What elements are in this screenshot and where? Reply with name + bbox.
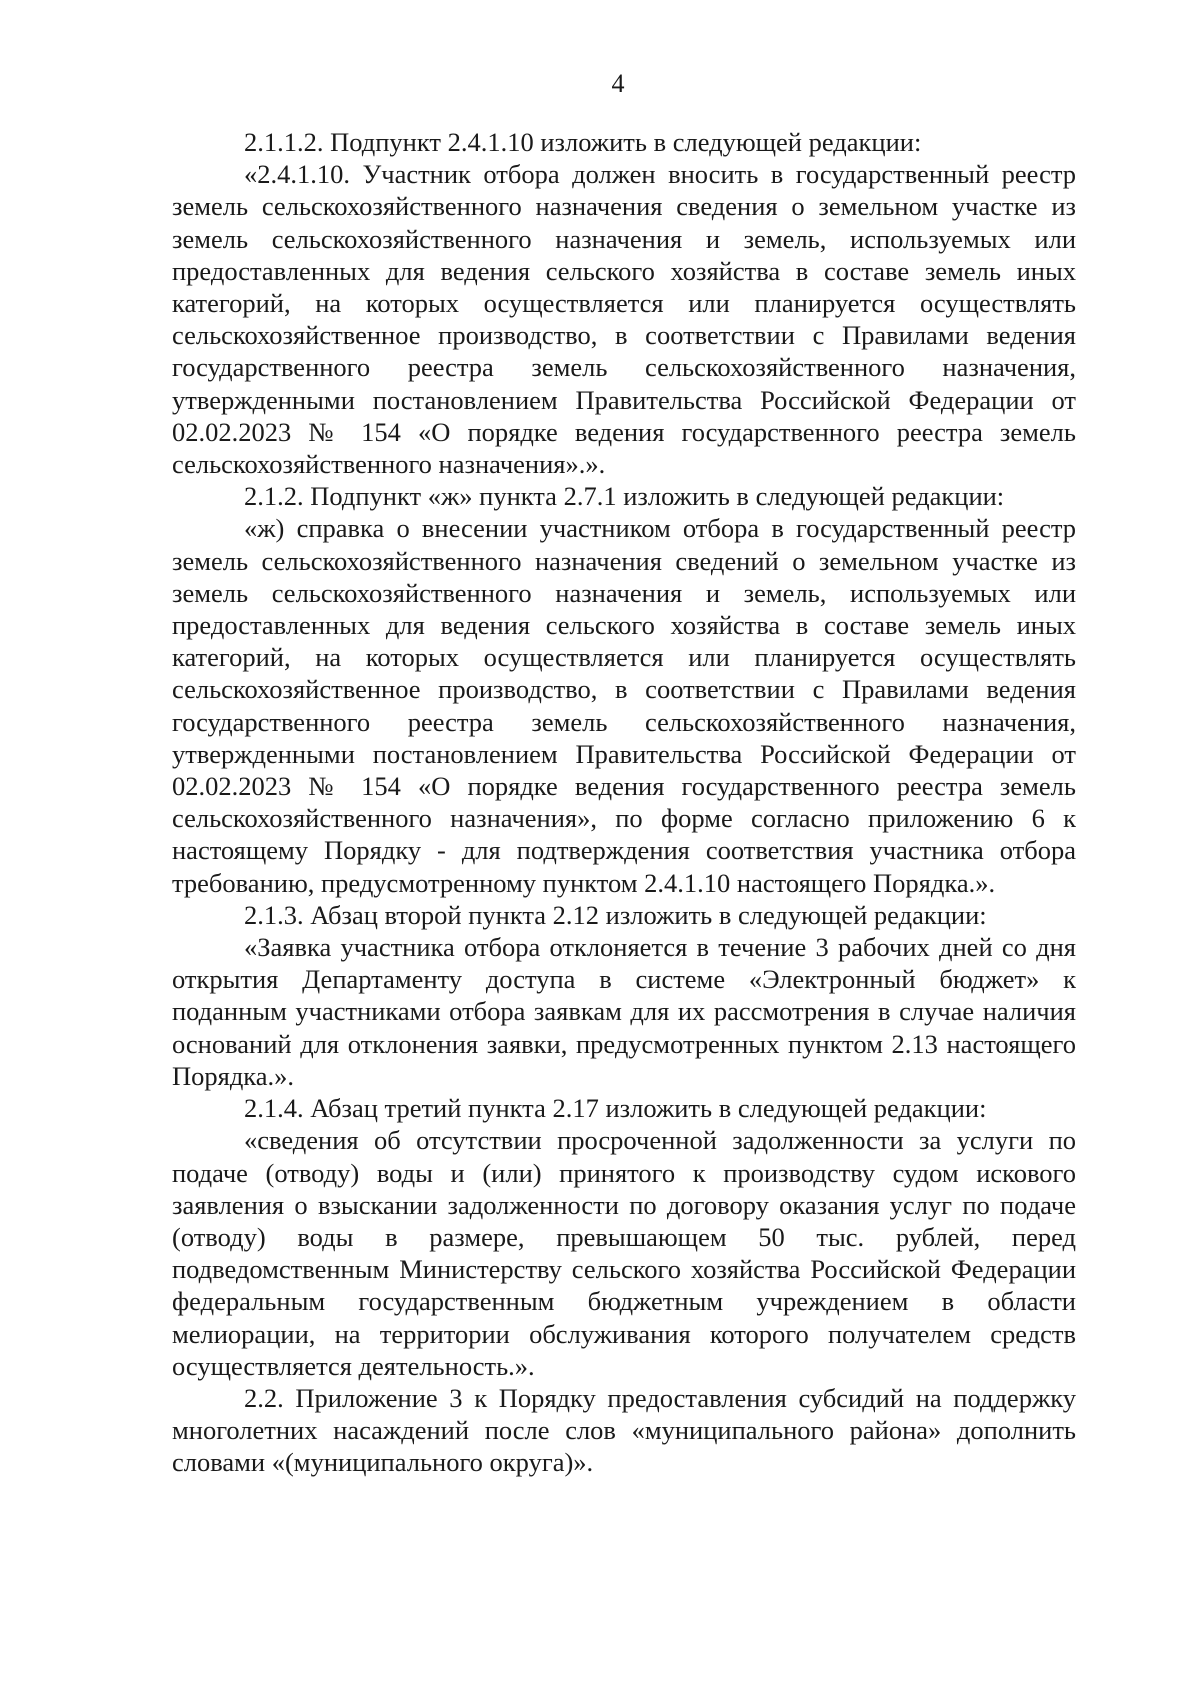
paragraph-zh-text: «ж) справка о внесении участником отбора в государственный реестр земель сельскохозяйственного назначения сведений о земельном участке из земель сельскохозяйственного назначения и земель, используемых или предоставленных для ведения сельского хозяйства в составе земель иных категорий, на которых осуществляется или планируется осуществлять сельскохозяйственное производство, в соответствии с Правилами ведения государственного реестра земель сельскохозяйственного назначения, утвержденными постановлением Правительства Российской Федерации от 02.02.2023 № 154 «О порядке ведения государственного реестра земель сельскохозяйственного назначения», по форме согласно приложению 6 к настоящему Порядку - для подтверждения соответствия участника отбора требованию, предусмотренному пунктом 2.4.1.10 настоящего Порядка.».: [172, 513, 1076, 898]
paragraph-2-4-1-10-text: «2.4.1.10. Участник отбора должен вносить в государственный реестр земель сельскохозяйственного назначения сведения о земельном участке из земель сельскохозяйственного назначения и земель, используемых или предоставленных для ведения сельского хозяйства в составе земель иных категорий, на которых осуществляется или планируется осуществлять сельскохозяйственное производство, в соответствии с Правилами ведения государственного реестра земель сельскохозяйственного назначения, утвержденными постановлением Правительства Российской Федерации от 02.02.2023 № 154 «О порядке ведения государственного реестра земель сельскохозяйственного назначения».».: [172, 159, 1076, 480]
paragraph-2-1-1-2-heading: 2.1.1.2. Подпункт 2.4.1.10 изложить в следующей редакции:: [244, 127, 922, 157]
document-body: [172, 126, 1076, 1479]
paragraph-2-2-text: 2.2. Приложение 3 к Порядку предоставления субсидий на поддержку многолетних насаждений после слов «муниципального района» дополнить словами «(муниципального округа)».: [172, 1382, 1076, 1478]
paragraph-2-1-2-heading: 2.1.2. Подпункт «ж» пункта 2.7.1 изложить в следующей редакции:: [244, 481, 1005, 512]
paragraph-2-12-text: «Заявка участника отбора отклоняется в течение 3 рабочих дней со дня открытия Департаменту доступа в системе «Электронный бюджет» к поданным участниками отбора заявкам для их рассмотрения в случае наличия оснований для отклонения заявки, предусмотренных пунктом 2.13 настоящего Порядка.».: [172, 932, 1076, 1091]
paragraph-2-17-text: «сведения об отсутствии просроченной задолженности за услуги по подаче (отводу) воды и (или) принятого к производству судом искового заявления о взыскании задолженности по договору оказания услуг по подаче (отводу) воды в размере, превышающем 50 тыс. рублей, перед подведомственным Министерству сельского хозяйства Российской Федерации федеральным государственным бюджетным учреждением в области мелиорации, на территории обслуживания которого получателем средств осуществляется деятельность.».: [172, 1125, 1076, 1381]
paragraph-2-1-3-heading: 2.1.3. Абзац второй пункта 2.12 изложить в следующей редакции:: [244, 899, 987, 930]
page-number: 4: [611, 69, 625, 98]
paragraph-2-1-4-heading: 2.1.4. Абзац третий пункта 2.17 изложить в следующей редакции:: [244, 1093, 987, 1124]
